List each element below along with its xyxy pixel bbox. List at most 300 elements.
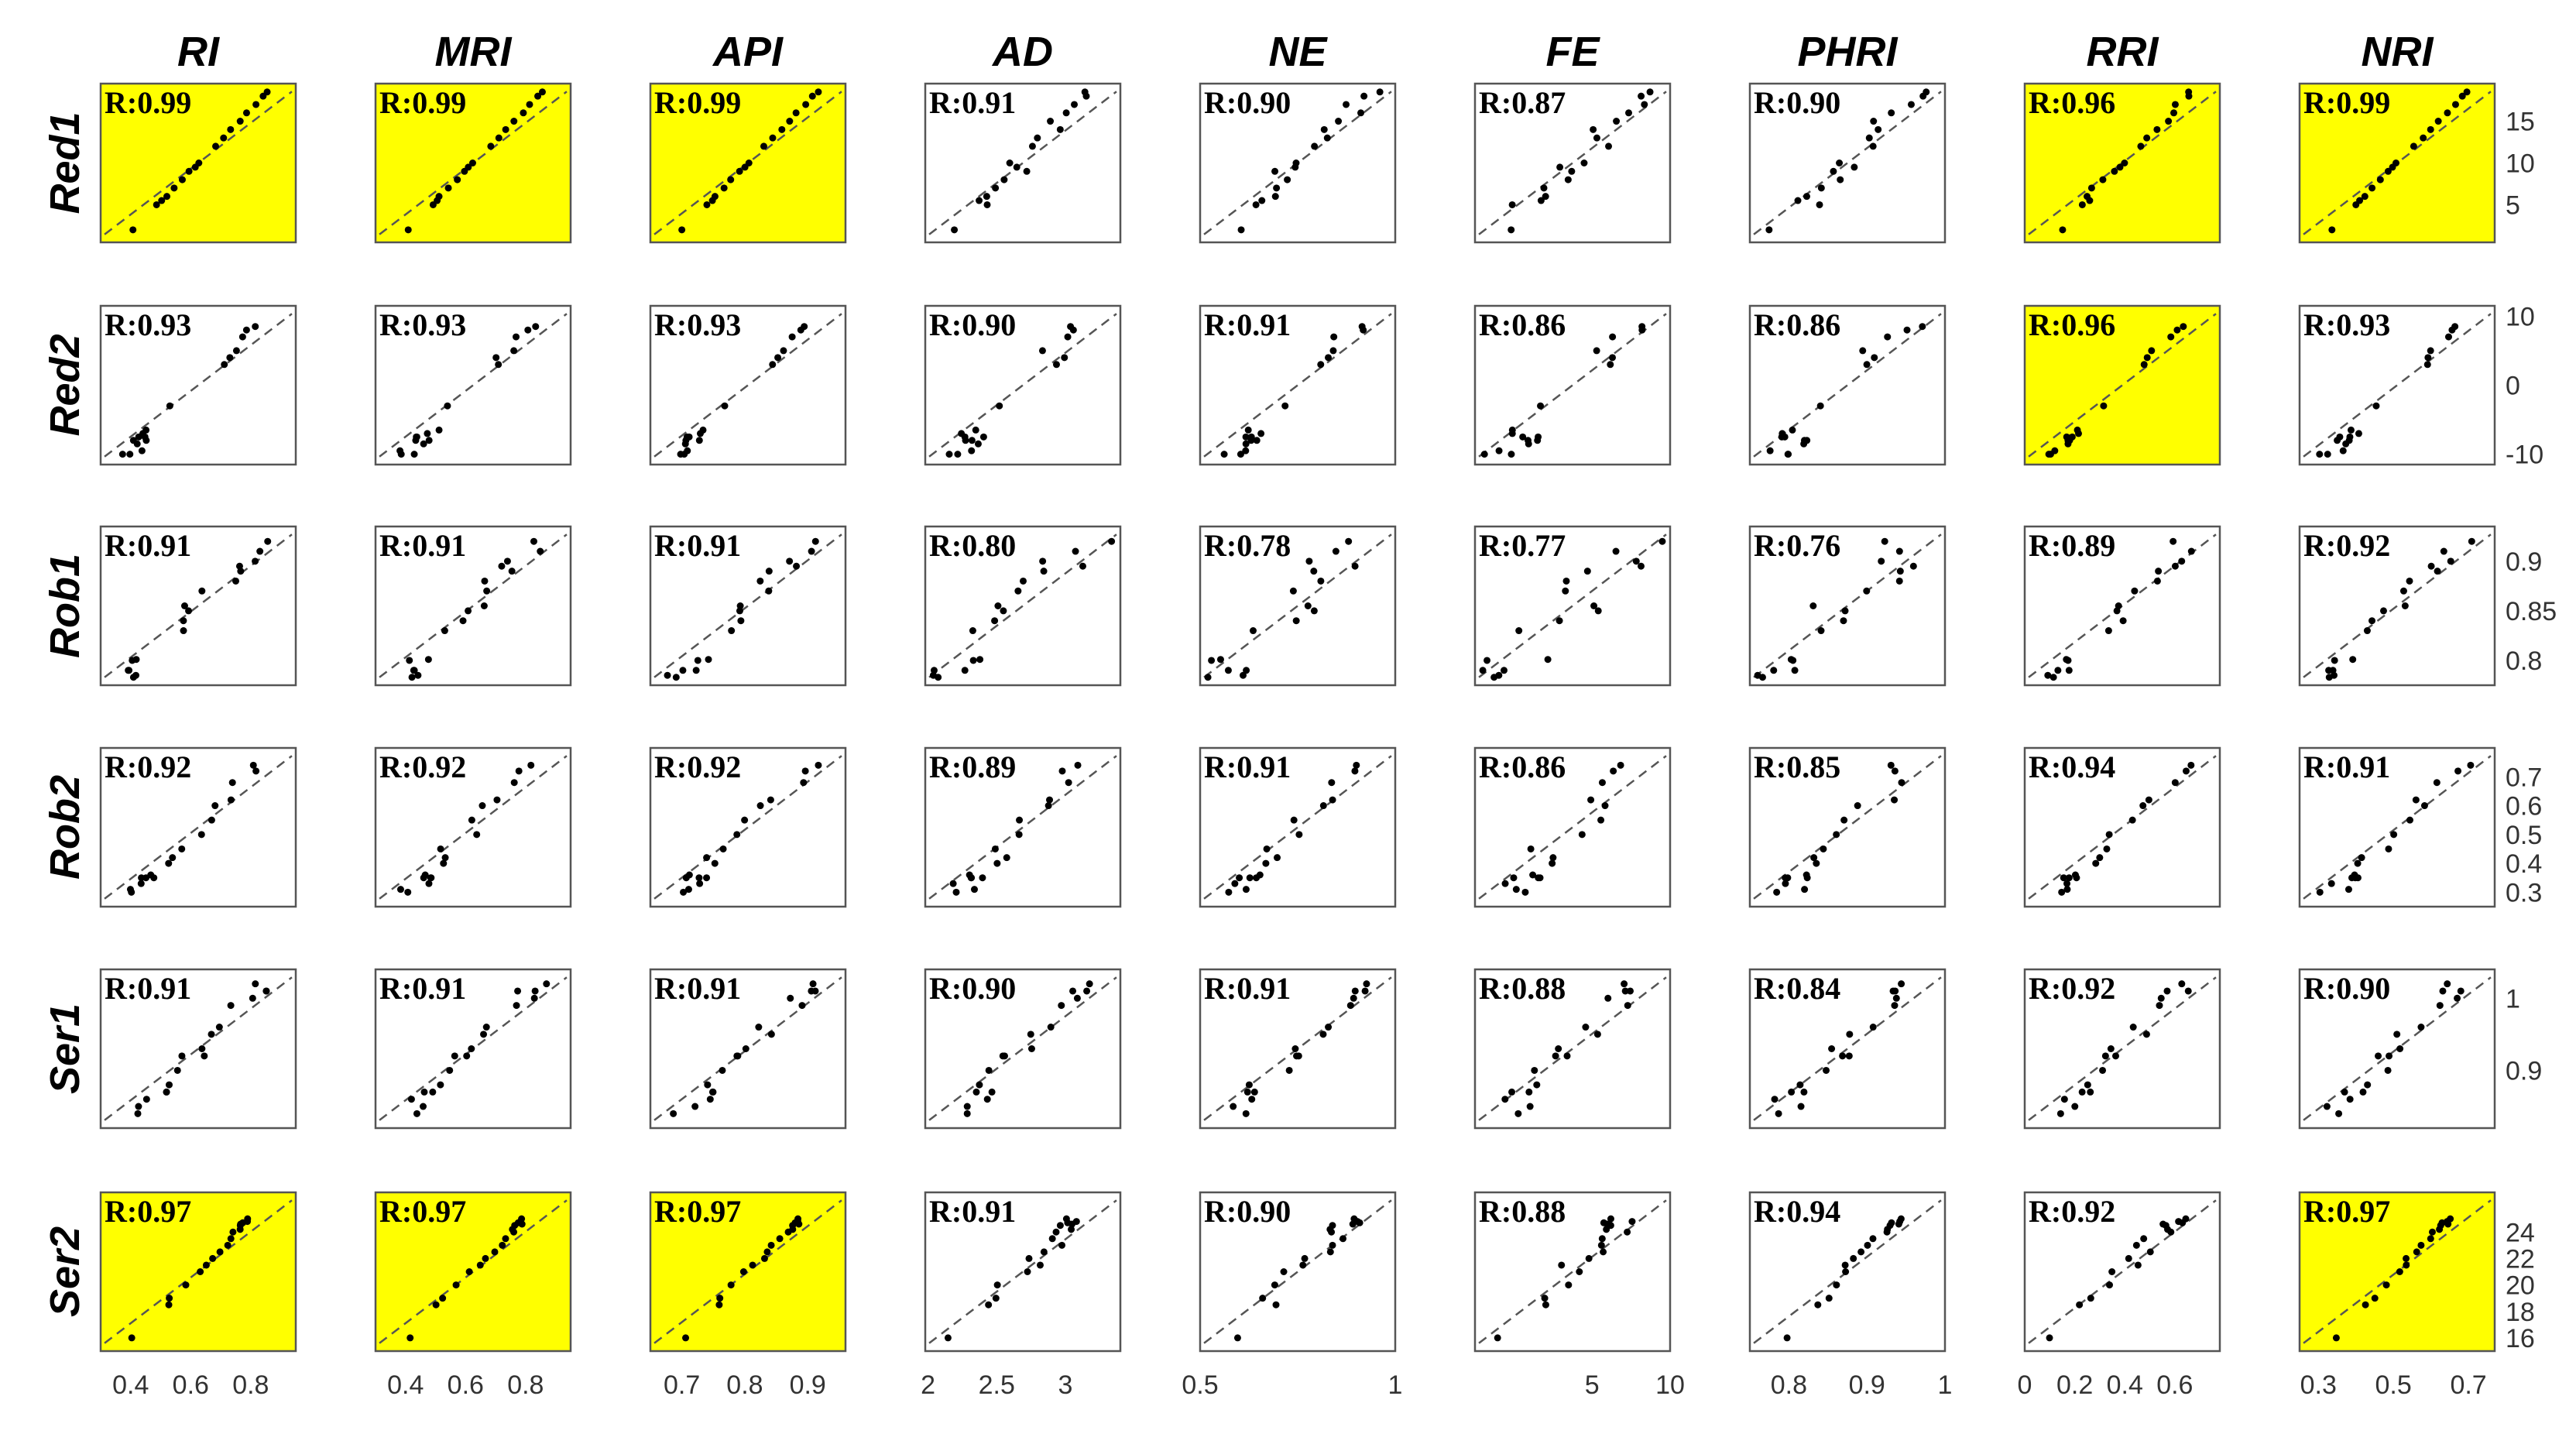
r-value-label: R:0.96 [2029, 85, 2116, 120]
data-point [1377, 88, 1384, 95]
data-point [695, 657, 701, 664]
data-point [1305, 557, 1312, 564]
r-value-label: R:0.94 [2029, 749, 2116, 784]
data-point [1809, 602, 1816, 609]
data-point [2046, 1334, 2053, 1341]
data-point [1600, 1248, 1607, 1255]
data-point [437, 1082, 444, 1089]
x-tick-label-ri: 0.8 [232, 1370, 269, 1400]
x-tick-labels [112, 1370, 2487, 1400]
data-point [1836, 159, 1843, 166]
data-point [1049, 1235, 1056, 1242]
data-point [700, 427, 707, 434]
row-title-ser1: Ser1 [42, 1003, 88, 1095]
data-point [249, 995, 256, 1002]
panel-ser2-rri [2025, 1192, 2220, 1351]
data-point [1598, 1242, 1605, 1249]
data-point [2115, 602, 2122, 609]
data-point [786, 118, 793, 125]
data-point [1919, 323, 1926, 330]
panel-red2-phri [1750, 306, 1945, 465]
data-point [1274, 854, 1281, 861]
data-point [1803, 872, 1810, 879]
data-point [1857, 1248, 1864, 1255]
panel-rob1-ne [1200, 526, 1395, 685]
data-point [1248, 434, 1255, 441]
data-point [1320, 802, 1327, 809]
data-point [1800, 1089, 1807, 1096]
data-point [1495, 672, 1502, 679]
x-tick-label-rri: 0.4 [2106, 1370, 2143, 1400]
data-point [1000, 607, 1007, 614]
y-tick-labels [2506, 108, 2557, 1353]
data-point [703, 874, 710, 881]
r-value-label: R:0.91 [105, 528, 192, 563]
data-point [264, 88, 271, 95]
data-point [1562, 578, 1569, 585]
data-point [492, 354, 499, 361]
data-point [2121, 159, 2128, 166]
r-value-label: R:0.91 [1204, 971, 1291, 1006]
data-point [1329, 1222, 1336, 1229]
data-point [1599, 1235, 1606, 1242]
data-point [526, 101, 533, 108]
data-point [1890, 987, 1897, 994]
r-value-label: R:0.90 [2303, 971, 2391, 1006]
data-point [2146, 797, 2152, 804]
data-point [1027, 1031, 1034, 1038]
data-point [1058, 767, 1065, 774]
data-point [531, 995, 538, 1002]
data-point [1788, 656, 1795, 663]
data-point [1754, 672, 1761, 679]
data-point [243, 109, 250, 116]
data-point [1820, 845, 1827, 852]
data-point [2333, 1334, 2340, 1341]
data-point [2120, 617, 2127, 624]
data-point [532, 987, 539, 994]
data-point [1846, 1031, 1853, 1038]
data-point [465, 607, 472, 614]
data-point [478, 802, 485, 809]
data-point [2135, 1261, 2142, 1268]
data-point [195, 159, 202, 166]
data-point [1079, 563, 1086, 570]
data-point [1601, 802, 1608, 809]
data-point [404, 889, 411, 896]
data-point [786, 557, 793, 564]
data-point [1515, 627, 1522, 634]
data-point [757, 802, 764, 809]
data-point [2386, 1052, 2392, 1059]
panel-ser1-fe [1475, 969, 1670, 1128]
data-point [1048, 1024, 1055, 1031]
panel-red1-ne [1200, 84, 1395, 242]
data-point [1527, 1103, 1534, 1110]
data-point [1034, 135, 1041, 142]
data-point [493, 797, 500, 804]
panel-rob1-api [650, 526, 846, 685]
r-value-label: R:0.90 [929, 971, 1017, 1006]
data-point [1851, 163, 1857, 170]
data-point [1888, 1219, 1895, 1226]
data-point [480, 1031, 487, 1038]
data-point [670, 1110, 677, 1117]
data-point [1324, 135, 1331, 142]
data-point [2428, 563, 2435, 570]
data-point [264, 538, 271, 545]
data-point [2434, 779, 2441, 786]
data-point [2170, 109, 2177, 116]
panel-ser2-mri [376, 1192, 571, 1351]
data-point [2351, 872, 2358, 879]
data-point [2330, 667, 2337, 674]
data-point [2372, 403, 2379, 410]
data-point [2328, 226, 2335, 233]
data-point [1350, 995, 1357, 1002]
data-point [1621, 980, 1628, 987]
data-point [510, 118, 517, 125]
data-point [740, 1268, 747, 1275]
panel-red1-nri [2300, 84, 2495, 242]
data-point [1896, 548, 1903, 555]
data-point [433, 1302, 440, 1309]
data-point [1053, 1229, 1060, 1236]
data-point [2355, 430, 2362, 437]
panel-red2-fe [1475, 306, 1670, 465]
data-point [727, 177, 734, 184]
data-point [1281, 403, 1288, 410]
data-point [1537, 403, 1544, 410]
data-point [198, 588, 205, 595]
data-point [728, 627, 735, 634]
y-tick-label-ser2: 20 [2506, 1271, 2535, 1301]
y-tick-label-ser2: 22 [2506, 1244, 2535, 1274]
data-point [1339, 1235, 1346, 1242]
r-value-label: R:0.92 [379, 749, 467, 784]
y-tick-label-rob2: 0.7 [2506, 763, 2543, 793]
data-point [1617, 762, 1624, 769]
data-point [1594, 1031, 1601, 1038]
panel-rob2-rri [2025, 748, 2220, 907]
x-tick-label-nri: 0.5 [2375, 1370, 2412, 1400]
data-point [1273, 184, 1280, 191]
data-point [1904, 327, 1911, 334]
data-point [1772, 1096, 1779, 1103]
data-point [1494, 1334, 1501, 1341]
data-point [513, 334, 520, 341]
data-point [703, 854, 710, 861]
data-point [2106, 1281, 2113, 1288]
y-tick-label-ser2: 18 [2506, 1297, 2535, 1327]
scatter-panels [101, 84, 2495, 1351]
data-point [1480, 667, 1487, 674]
data-point [1208, 657, 1215, 664]
r-value-label: R:0.97 [2303, 1194, 2391, 1229]
data-point [481, 578, 488, 585]
data-point [1638, 323, 1645, 330]
data-point [975, 441, 982, 448]
data-point [1826, 1295, 1833, 1302]
data-point [801, 323, 808, 330]
data-point [1250, 627, 1257, 634]
data-point [1562, 588, 1569, 595]
data-point [2172, 101, 2179, 108]
data-point [442, 854, 449, 861]
data-point [767, 797, 774, 804]
data-point [2185, 88, 2192, 95]
data-point [1016, 831, 1023, 838]
data-point [498, 563, 505, 570]
data-point [2111, 168, 2118, 175]
data-point [420, 1103, 427, 1110]
data-point [2173, 327, 2180, 334]
data-point [483, 588, 490, 595]
r-value-label: R:0.88 [1479, 1194, 1566, 1229]
data-point [1837, 177, 1844, 184]
data-point [1045, 802, 1052, 809]
data-point [679, 667, 686, 674]
r-value-label: R:0.92 [654, 749, 742, 784]
data-point [2362, 193, 2368, 200]
x-tick-label-ad: 2.5 [978, 1370, 1015, 1400]
data-point [1272, 193, 1279, 200]
data-point [2458, 987, 2465, 994]
data-point [1264, 845, 1271, 852]
data-point [2444, 980, 2451, 987]
data-point [768, 1242, 775, 1249]
data-point [684, 448, 691, 454]
data-point [728, 1281, 735, 1288]
r-value-label: R:0.92 [2029, 1194, 2116, 1229]
data-point [2464, 88, 2471, 95]
data-point [444, 403, 451, 410]
row-title-rob2: Rob2 [42, 775, 88, 880]
data-point [1892, 767, 1899, 774]
panel-ser2-api [650, 1192, 846, 1351]
data-point [2383, 1281, 2390, 1288]
data-point [1795, 197, 1802, 204]
data-point [983, 193, 990, 200]
data-point [2046, 451, 2053, 458]
data-point [1893, 995, 1900, 1002]
data-point [1891, 1002, 1898, 1009]
data-point [1801, 437, 1808, 444]
data-point [991, 617, 998, 624]
column-title-mri: MRI [434, 29, 512, 75]
data-point [945, 451, 952, 458]
r-value-label: R:0.92 [2029, 971, 2116, 1006]
data-point [263, 987, 270, 994]
data-point [1242, 448, 1249, 454]
data-point [686, 872, 693, 879]
data-point [2424, 354, 2431, 361]
data-point [2345, 886, 2352, 893]
r-value-label: R:0.93 [654, 307, 742, 342]
data-point [1001, 1052, 1008, 1059]
data-point [2362, 1302, 2369, 1309]
data-point [691, 1103, 698, 1110]
data-point [1271, 168, 1278, 175]
data-point [2133, 1242, 2140, 1249]
data-point [2452, 101, 2459, 108]
data-point [495, 361, 502, 368]
data-point [1564, 1052, 1571, 1059]
data-point [1071, 101, 1078, 108]
data-point [483, 1024, 490, 1031]
y-tick-label-ser1: 0.9 [2506, 1056, 2543, 1086]
data-point [1305, 602, 1312, 609]
data-point [2165, 118, 2172, 125]
panel-ser2-nri [2300, 1192, 2495, 1351]
data-point [504, 557, 511, 564]
data-point [1597, 817, 1604, 824]
data-point [1773, 889, 1780, 896]
data-point [715, 1302, 722, 1309]
r-value-label: R:0.94 [1754, 1194, 1841, 1229]
x-tick-label-rri: 0 [2017, 1370, 2032, 1400]
data-point [1545, 656, 1552, 663]
data-point [1028, 1045, 1035, 1052]
data-point [1533, 1082, 1540, 1089]
data-point [1295, 831, 1302, 838]
data-point [931, 667, 938, 674]
data-point [256, 548, 263, 555]
panel-red2-ne [1200, 306, 1395, 465]
data-point [1510, 874, 1517, 881]
data-point [201, 1052, 208, 1059]
data-point [2403, 1261, 2410, 1268]
data-point [1108, 538, 1115, 545]
data-point [406, 657, 413, 664]
data-point [2390, 831, 2397, 838]
data-point [2434, 568, 2441, 575]
panel-ser1-ad [925, 969, 1120, 1128]
data-point [2385, 1067, 2392, 1074]
data-point [1245, 427, 1252, 434]
data-point [793, 563, 800, 570]
data-point [1243, 667, 1250, 674]
panel-ser1-nri [2300, 969, 2495, 1128]
data-point [1248, 1096, 1255, 1103]
data-point [1600, 1219, 1607, 1226]
data-point [964, 1110, 971, 1117]
data-point [2346, 434, 2353, 441]
data-point [693, 667, 700, 674]
data-point [1842, 1268, 1849, 1275]
data-point [1292, 159, 1299, 166]
panel-ser2-phri [1750, 1192, 1945, 1351]
data-point [2406, 578, 2413, 585]
data-point [129, 1334, 135, 1341]
y-tick-label-red2: 10 [2506, 302, 2535, 332]
data-point [2396, 1045, 2403, 1052]
data-point [2153, 126, 2160, 133]
data-point [976, 197, 983, 204]
data-point [1026, 1255, 1033, 1262]
data-point [2072, 872, 2079, 879]
data-point [1624, 1229, 1631, 1236]
data-point [1514, 1110, 1521, 1117]
data-point [1329, 797, 1336, 804]
column-title-phri: PHRI [1797, 29, 1898, 75]
r-value-label: R:0.92 [2303, 528, 2391, 563]
panel-rob1-rri [2025, 526, 2220, 685]
data-point [2396, 1268, 2403, 1275]
data-point [2051, 448, 2058, 454]
data-point [1014, 588, 1021, 595]
data-point [958, 430, 965, 437]
data-point [1329, 347, 1336, 354]
column-titles [177, 29, 2434, 75]
data-point [2103, 845, 2110, 852]
row-title-red1: Red1 [42, 111, 88, 214]
data-point [1610, 767, 1617, 774]
data-point [1262, 860, 1269, 867]
panel-rob2-phri [1750, 748, 1945, 907]
data-point [477, 1261, 484, 1268]
data-point [1325, 354, 1332, 361]
data-point [721, 184, 728, 191]
data-point [1317, 578, 1324, 585]
data-point [527, 762, 534, 769]
data-point [2071, 1103, 2078, 1110]
data-point [437, 845, 444, 852]
data-point [221, 361, 228, 368]
data-point [2368, 617, 2375, 624]
data-point [1891, 797, 1898, 804]
data-point [1854, 802, 1861, 809]
data-point [2437, 1002, 2444, 1009]
data-point [1083, 987, 1090, 994]
y-tick-label-rob1: 0.8 [2506, 646, 2543, 676]
r-value-label: R:0.78 [1204, 528, 1291, 563]
r-value-label: R:0.96 [2029, 307, 2116, 342]
data-point [1007, 159, 1014, 166]
data-point [2420, 135, 2427, 142]
r-value-label: R:0.91 [654, 971, 742, 1006]
data-point [2406, 817, 2413, 824]
data-point [1000, 177, 1007, 184]
data-point [1869, 1235, 1876, 1242]
data-point [962, 667, 969, 674]
data-point [1537, 874, 1544, 881]
data-point [1658, 538, 1665, 545]
data-point [2099, 1067, 2106, 1074]
data-point [2129, 817, 2136, 824]
data-point [2324, 1103, 2331, 1110]
data-point [2059, 226, 2066, 233]
data-point [2108, 1268, 2115, 1275]
data-point [2147, 1248, 2154, 1255]
data-point [1281, 1268, 1288, 1275]
data-point [1509, 201, 1516, 208]
data-point [1065, 779, 1072, 786]
data-point [1259, 1295, 1266, 1302]
x-tick-label-phri: 0.9 [1848, 1370, 1885, 1400]
data-point [252, 323, 259, 330]
data-point [1257, 430, 1264, 437]
data-point [802, 101, 809, 108]
data-point [229, 1229, 236, 1236]
data-point [1311, 142, 1318, 149]
data-point [985, 1302, 992, 1309]
data-point [237, 118, 244, 125]
panel-rob2-ad [925, 748, 1120, 907]
r-value-label: R:0.91 [929, 85, 1017, 120]
data-point [2417, 1024, 2424, 1031]
data-point [1362, 987, 1369, 994]
